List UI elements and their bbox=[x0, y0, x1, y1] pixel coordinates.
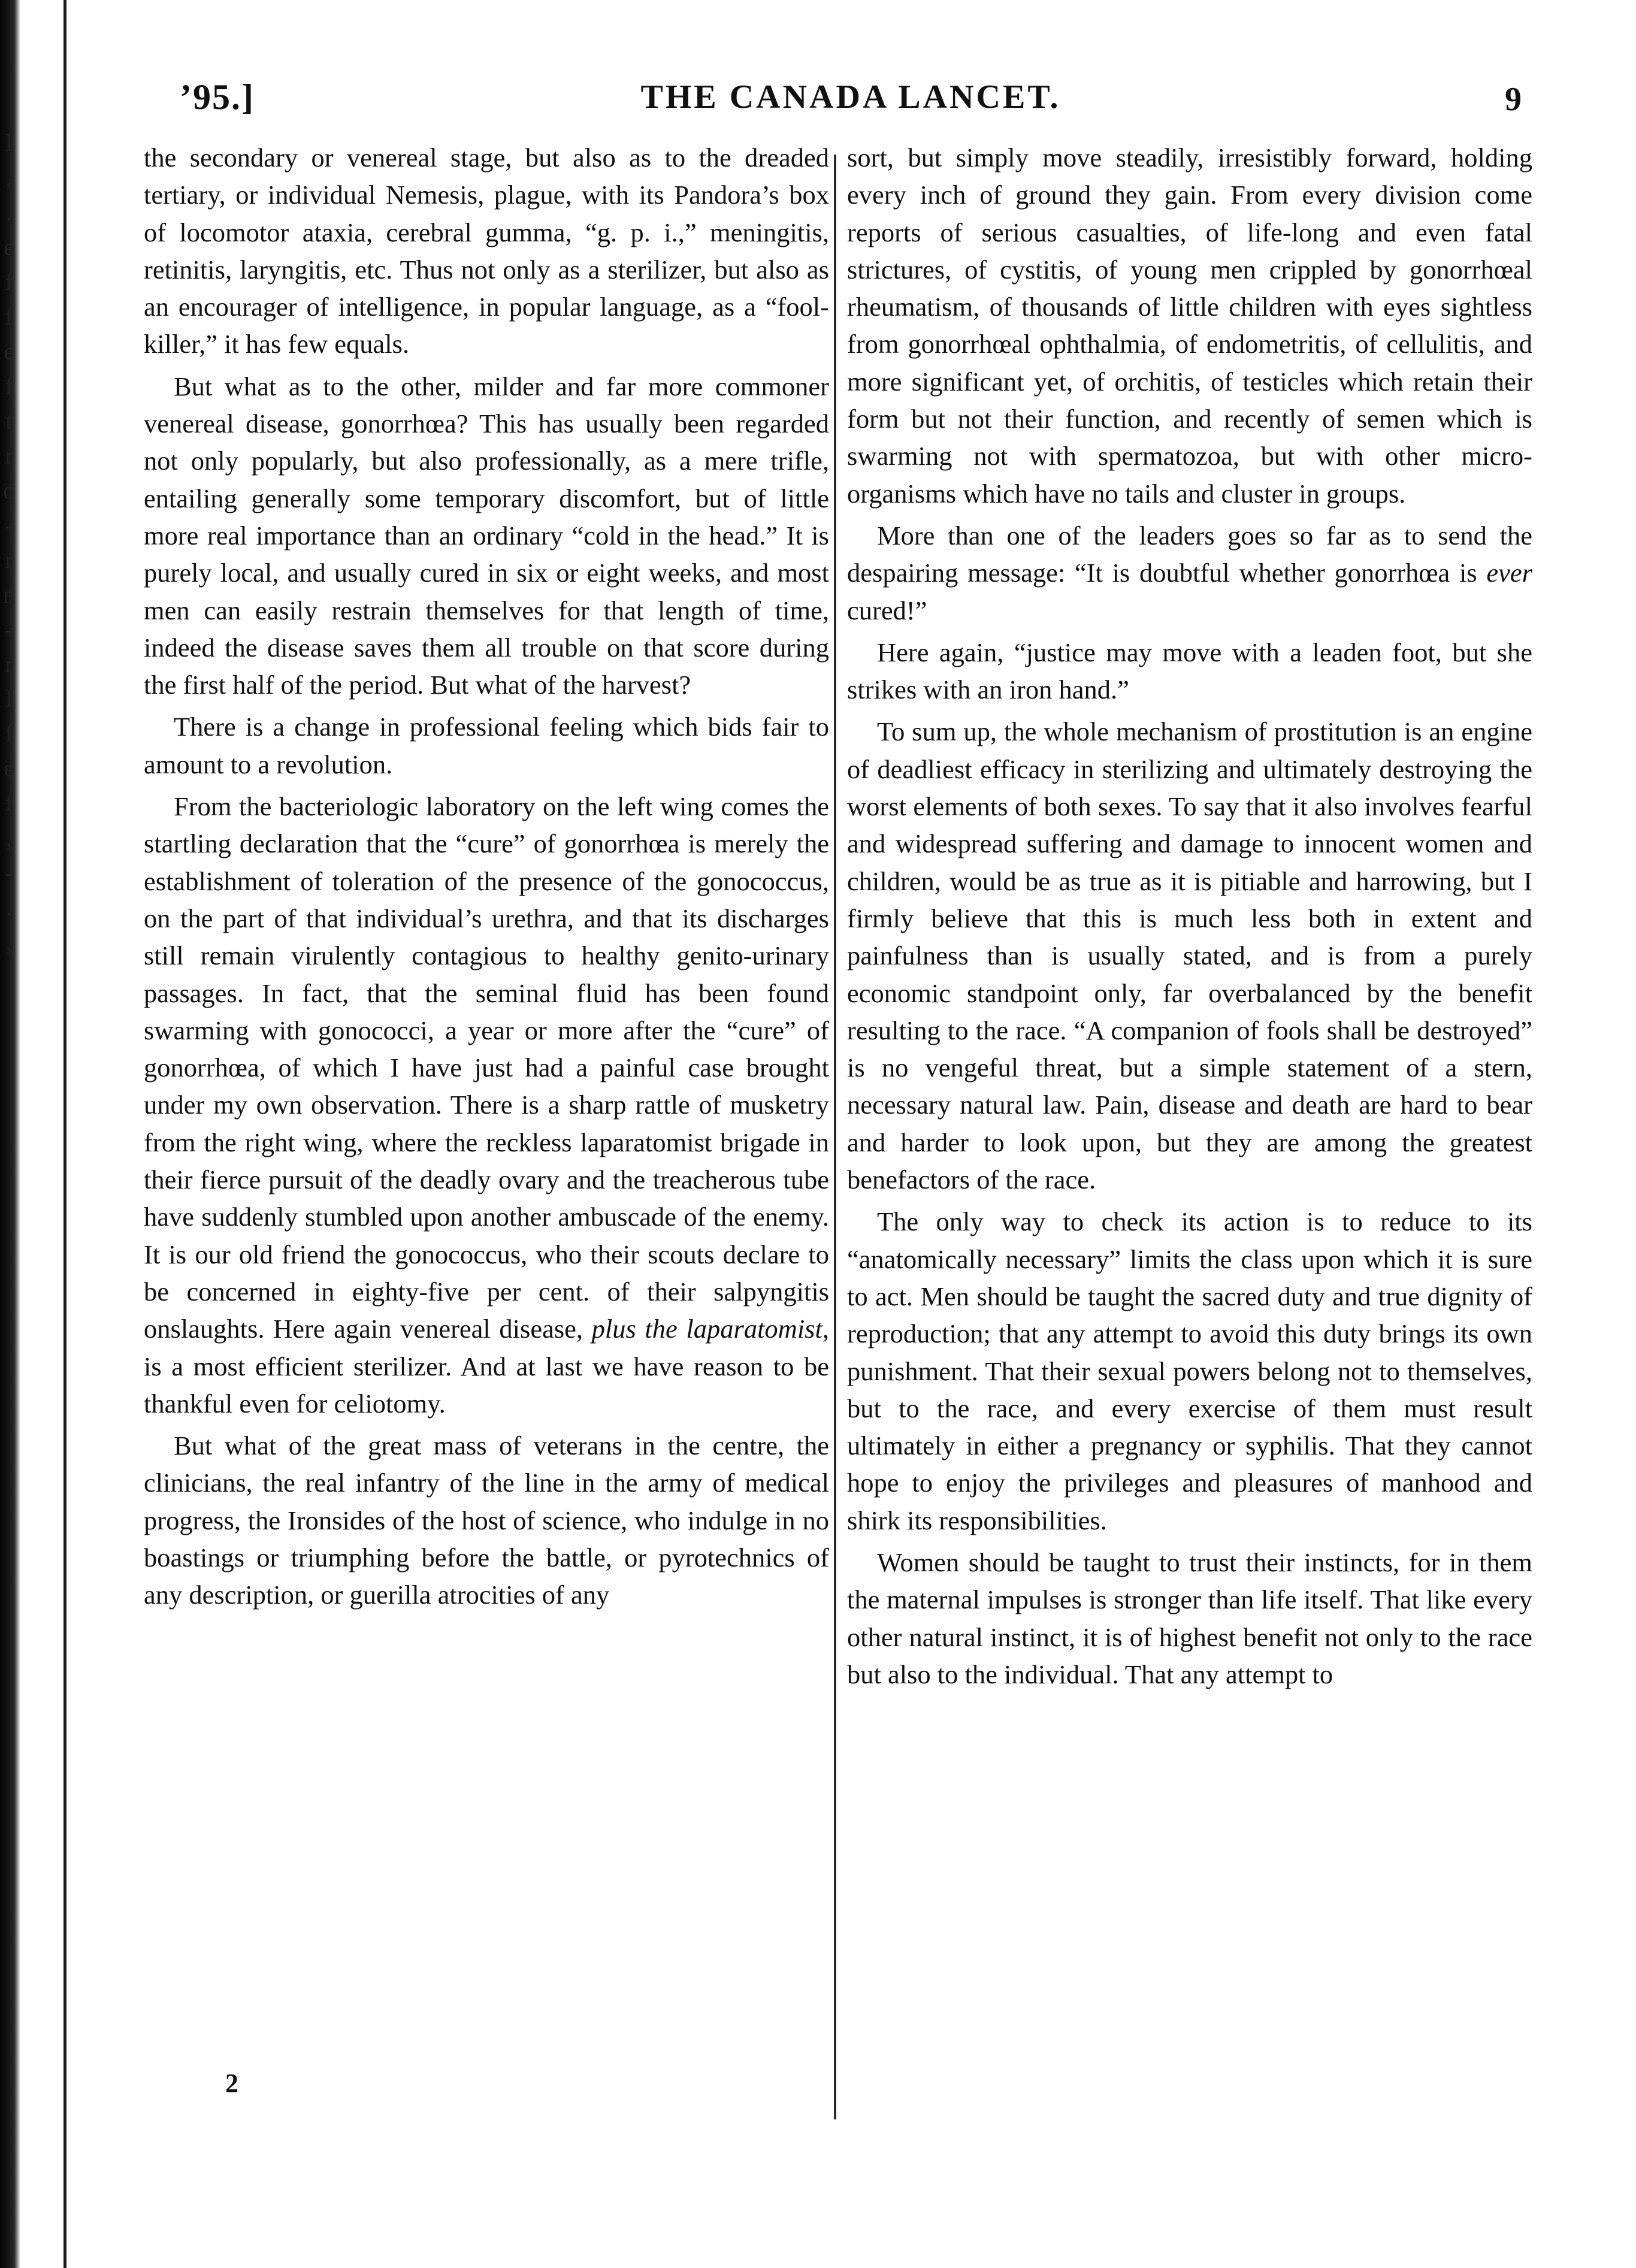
running-header bbox=[180, 77, 1522, 125]
paragraph: Women should be taught to trust their instincts, for in them the maternal impulses is stronger than life itself. That like every other natural instinct, it is of highest benefit not only to the race but also to the individual. That any attempt to bbox=[847, 1547, 1532, 1689]
paragraph bbox=[144, 788, 829, 1422]
paragraph: But what as to the other, milder and far more commoner venereal disease, gonorrhœa? This has usually been regarded not only popularly, but also professionally, as a mere trifle, entailing generally some temporary discomfort, but of little more real importance than an ordinary “cold in the head.” It is purely local, and usually cured in six or eight weeks, and most men can easily restrain themselves for that length of time, indeed the disease saves them all trouble on that score during the first half of the period. But what of the harvest? bbox=[144, 371, 829, 700]
italic-word: ever bbox=[1486, 558, 1532, 588]
column-rule bbox=[834, 155, 836, 2119]
paragraph: sort, but simply move steadily, irresistibly forward, holding every inch of ground they gain. From every division come reports of serious casualties, of life-long and even fatal strictures, of cystitis, of young men crippled by gonorrhœal rheumatism, of thousands of little children with eyes sightless from gonorrhœal ophthalmia, of endometritis, of cellulitis, and more significant yet, of orchitis, of testicles which retain their form but not their function, and recently of semen which is swarming not with spermatozoa, but with other micro-organisms which have no tails and cluster in groups. bbox=[847, 143, 1532, 509]
paragraph-text: , is a most efficient sterilizer. And at last we have reason to be thankful even for celiotomy. bbox=[144, 1314, 829, 1419]
paragraph-text: More than one of the leaders goes so far as to send the despairing message: “It is doubtful whether gonorrhœa is bbox=[847, 520, 1532, 588]
paragraph: To sum up, the whole mechanism of prostitution is an engine of deadliest efficacy in sterilizing and ultimately destroying the worst elements of both sexes. To say that it also involves fearful and widespread suffering and damage to innocent women and children, would be as true as it is pitiable and harrowing, but I firmly believe that this is much less both in extent and painfulness than is usually stated, and is from a purely economic standpoint only, far overbalanced by the benefit resulting to the race. “A companion of fools shall be destroyed” is no vengeful threat, but a simple statement of a stern, necessary natural law. Pain, disease and death are hard to bear and harder to look upon, but they are among the greatest benefactors of the race. bbox=[847, 716, 1532, 1195]
right-column bbox=[847, 139, 1532, 1693]
paragraph bbox=[847, 517, 1532, 629]
paragraph: There is a change in professional feeling which bids fair to amount to a revolution. bbox=[144, 712, 829, 779]
binding-line bbox=[63, 0, 66, 2268]
left-column bbox=[144, 139, 829, 1614]
paragraph: The only way to check its action is to reduce to its “anatomically necessary” limits the class upon which it is sure to act. Men should be taught the sacred duty and true dignity of reproduction; that any attempt to avoid this duty brings its own punishment. That their sexual powers belong not to themselves, but to the race, and every exercise of them must result ultimately in either a pregnancy or syphilis. That they cannot hope to enjoy the privileges and pleasures of manhood and shirk its responsibilities. bbox=[847, 1206, 1532, 1535]
paragraph-text: From the bacteriologic laboratory on the left wing comes the startling declaration that the “cure” of gonorrhœa is merely the establishment of toleration of the presence of the gonococcus, on the part of that individual’s urethra, and that its discharges still remain virulently contagious to healthy genito-urinary passages. In fact, that the seminal fluid has been found swarming with gonococci, a year or more after the “cure” of gonorrhœa, of which I have just had a painful case brought under my own observation. There is a sharp rattle of musketry from the right wing, where the reckless laparatomist brigade in their fierce pursuit of the deadly ovary and the treacherous tube have suddenly stumbled upon another ambuscade of the enemy. It is our old friend the gonococcus, who their scouts declare to be concerned in eighty-five per cent. of their salpyngitis onslaughts. Here again venereal disease, bbox=[144, 791, 829, 1344]
paragraph: Here again, “justice may move with a leaden foot, but she strikes with an iron hand.” bbox=[847, 637, 1532, 705]
italic-phrase: plus the laparatomist bbox=[591, 1314, 822, 1344]
margin-fragments: l , . e f f e f t r o - r n - r l f e f , - . , bbox=[3, 129, 15, 955]
journal-title: THE CANADA LANCET. bbox=[640, 78, 1061, 116]
year-marker: ’95.] bbox=[180, 77, 255, 117]
paragraph-text: cured!” bbox=[847, 595, 927, 625]
paragraph: the secondary or venereal stage, but also as to the dreaded tertiary, or individual Nemesis, plague, with its Pandora’s box of locomotor ataxia, cerebral gumma, “g. p. i.,” meningitis, retinitis, laryngitis, etc. Thus not only as a sterilizer, but also as an encourager of intelligence, in popular language, as a “fool-killer,” it has few equals. bbox=[144, 143, 829, 359]
page-number: 9 bbox=[1505, 81, 1522, 118]
paragraph: But what of the great mass of veterans in the centre, the clinicians, the real infantry of the line in the army of medical progress, the Ironsides of the host of science, who indulge in no boastings or triumphing before the battle, or pyrotechnics of any description, or guerilla atrocities of any bbox=[144, 1431, 829, 1610]
signature-mark: 2 bbox=[225, 2069, 238, 2098]
